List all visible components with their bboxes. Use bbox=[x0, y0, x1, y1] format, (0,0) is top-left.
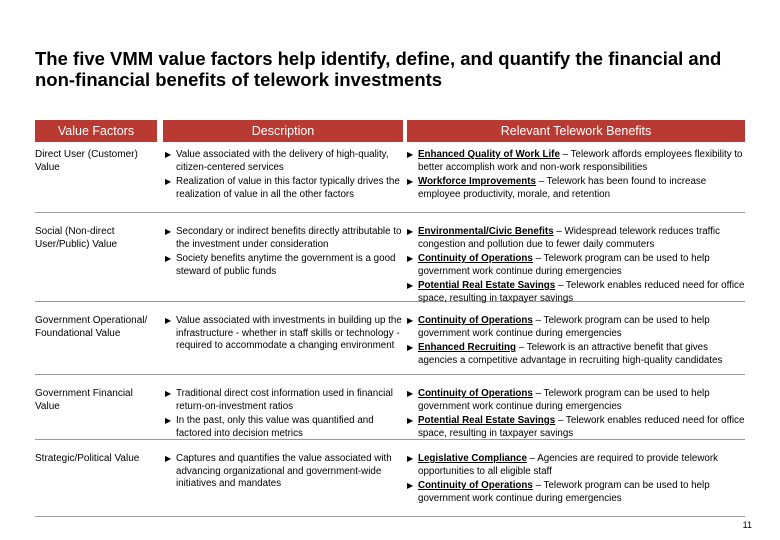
value-factor-cell: Government Financial Value bbox=[35, 388, 133, 412]
header-benefits: Relevant Telework Benefits bbox=[407, 120, 745, 142]
description-text: Captures and quantifies the value associated with advancing organizational and government-wide initiatives and mandates bbox=[176, 453, 392, 489]
benefit-text: – Telework enables reduced need for office space, resulting in taxpayer savings bbox=[418, 280, 745, 304]
description-text: Secondary or indirect benefits directly attributable to the investment under consideration bbox=[176, 226, 402, 250]
bullet-arrow-icon: ▶ bbox=[407, 389, 414, 398]
benefit-text: – Telework has been found to increase employee productivity, morale, and retention bbox=[418, 176, 707, 200]
benefit-term: Continuity of Operations bbox=[418, 253, 533, 264]
benefit-text: – Telework program can be used to help government work continue during emergencies bbox=[418, 480, 710, 504]
bullet-arrow-icon: ▶ bbox=[165, 150, 172, 159]
benefit-term: Legislative Compliance bbox=[418, 453, 527, 464]
description-bullet bbox=[165, 388, 405, 413]
bullet-arrow-icon: ▶ bbox=[407, 481, 414, 490]
benefit-text: – Agencies are required to provide telework opportunities to all eligible staff bbox=[418, 453, 719, 477]
benefits-cell bbox=[407, 226, 745, 307]
benefit-bullet bbox=[407, 226, 745, 251]
description-bullet bbox=[165, 149, 405, 174]
benefits-cell bbox=[407, 315, 745, 369]
bullet-arrow-icon: ▶ bbox=[407, 416, 414, 425]
slide-title: The five VMM value factors help identify, define, and quantify the financial and non-financial benefits of telework investments bbox=[35, 48, 722, 90]
description-bullet bbox=[165, 176, 405, 201]
bullet-arrow-icon: ▶ bbox=[407, 281, 414, 290]
benefits-cell bbox=[407, 388, 745, 442]
table-row bbox=[35, 381, 745, 440]
benefit-term: Environmental/Civic Benefits bbox=[418, 226, 554, 237]
benefit-text: – Telework program can be used to help government work continue during emergencies bbox=[418, 253, 710, 277]
benefit-bullet bbox=[407, 388, 745, 413]
benefit-bullet bbox=[407, 342, 745, 367]
benefit-bullet bbox=[407, 315, 745, 340]
header-value-factors: Value Factors bbox=[35, 120, 157, 142]
benefit-bullet bbox=[407, 415, 745, 440]
benefit-text: – Telework enables reduced need for office space, resulting in taxpayer savings bbox=[418, 415, 745, 439]
bullet-arrow-icon: ▶ bbox=[407, 177, 414, 186]
description-text: Realization of value in this factor typically drives the realization of value in all the other factors bbox=[176, 176, 400, 200]
description-cell bbox=[165, 149, 405, 203]
description-cell bbox=[165, 315, 405, 355]
description-cell bbox=[165, 388, 405, 442]
benefit-term: Continuity of Operations bbox=[418, 480, 533, 491]
benefit-bullet bbox=[407, 149, 745, 174]
benefit-bullet bbox=[407, 453, 745, 478]
benefits-cell bbox=[407, 149, 745, 203]
bullet-arrow-icon: ▶ bbox=[407, 316, 414, 325]
description-bullet bbox=[165, 315, 405, 353]
benefit-term: Enhanced Recruiting bbox=[418, 342, 516, 353]
benefit-text: – Telework affords employees flexibility to better accomplish work and non-work responsibilities bbox=[418, 149, 743, 173]
value-factor-cell: Direct User (Customer) Value bbox=[35, 149, 138, 173]
bullet-arrow-icon: ▶ bbox=[165, 177, 172, 186]
description-cell bbox=[165, 453, 405, 493]
description-bullet bbox=[165, 453, 405, 491]
benefit-term: Potential Real Estate Savings bbox=[418, 280, 556, 291]
benefit-bullet bbox=[407, 176, 745, 201]
benefit-text: – Widespread telework reduces traffic congestion and pollution due to fewer daily commuters bbox=[418, 226, 721, 250]
benefit-term: Enhanced Quality of Work Life bbox=[418, 149, 560, 160]
description-cell bbox=[165, 226, 405, 280]
benefits-cell bbox=[407, 453, 745, 507]
bullet-arrow-icon: ▶ bbox=[165, 227, 172, 236]
bullet-arrow-icon: ▶ bbox=[407, 454, 414, 463]
description-text: Traditional direct cost information used in financial return-on-investment ratios bbox=[176, 388, 393, 412]
benefit-bullet bbox=[407, 253, 745, 278]
value-factor-cell: Social (Non-direct User/Public) Value bbox=[35, 226, 118, 250]
table-row bbox=[35, 308, 745, 375]
benefit-bullet bbox=[407, 480, 745, 505]
bullet-arrow-icon: ▶ bbox=[165, 254, 172, 263]
value-factor-cell: Strategic/Political Value bbox=[35, 453, 140, 464]
bullet-arrow-icon: ▶ bbox=[407, 227, 414, 236]
benefit-text: – Telework program can be used to help government work continue during emergencies bbox=[418, 315, 710, 339]
description-text: In the past, only this value was quantified and factored into decision metrics bbox=[176, 415, 374, 439]
description-bullet bbox=[165, 415, 405, 440]
benefit-term: Workforce Improvements bbox=[418, 176, 536, 187]
bullet-arrow-icon: ▶ bbox=[165, 454, 172, 463]
description-text: Value associated with the delivery of high-quality, citizen-centered services bbox=[176, 149, 389, 173]
bullet-arrow-icon: ▶ bbox=[407, 254, 414, 263]
bullet-arrow-icon: ▶ bbox=[407, 150, 414, 159]
header-description: Description bbox=[163, 120, 403, 142]
table-header bbox=[35, 120, 745, 142]
benefit-term: Potential Real Estate Savings bbox=[418, 415, 556, 426]
value-factor-cell: Government Operational/ Foundational Value bbox=[35, 315, 148, 339]
value-factors-table bbox=[35, 120, 745, 504]
benefit-text: – Telework program can be used to help government work continue during emergencies bbox=[418, 388, 710, 412]
benefit-term: Continuity of Operations bbox=[418, 315, 533, 326]
description-bullet bbox=[165, 253, 405, 278]
bullet-arrow-icon: ▶ bbox=[165, 416, 172, 425]
table-row bbox=[35, 446, 745, 517]
table-row bbox=[35, 142, 745, 213]
description-text: Society benefits anytime the government is a good steward of public funds bbox=[176, 253, 396, 277]
benefit-text: – Telework is an attractive benefit that gives agencies a competitive advantage in recruiting high-quality candidates bbox=[418, 342, 723, 366]
page-number: 11 bbox=[742, 520, 752, 530]
benefit-term: Continuity of Operations bbox=[418, 388, 533, 399]
bullet-arrow-icon: ▶ bbox=[165, 389, 172, 398]
table-row bbox=[35, 219, 745, 302]
benefit-bullet bbox=[407, 280, 745, 305]
description-bullet bbox=[165, 226, 405, 251]
bullet-arrow-icon: ▶ bbox=[165, 316, 172, 325]
bullet-arrow-icon: ▶ bbox=[407, 343, 414, 352]
description-text: Value associated with investments in building up the infrastructure - whether in staff skills or technology - required to accommodate a changing environment bbox=[176, 315, 402, 351]
